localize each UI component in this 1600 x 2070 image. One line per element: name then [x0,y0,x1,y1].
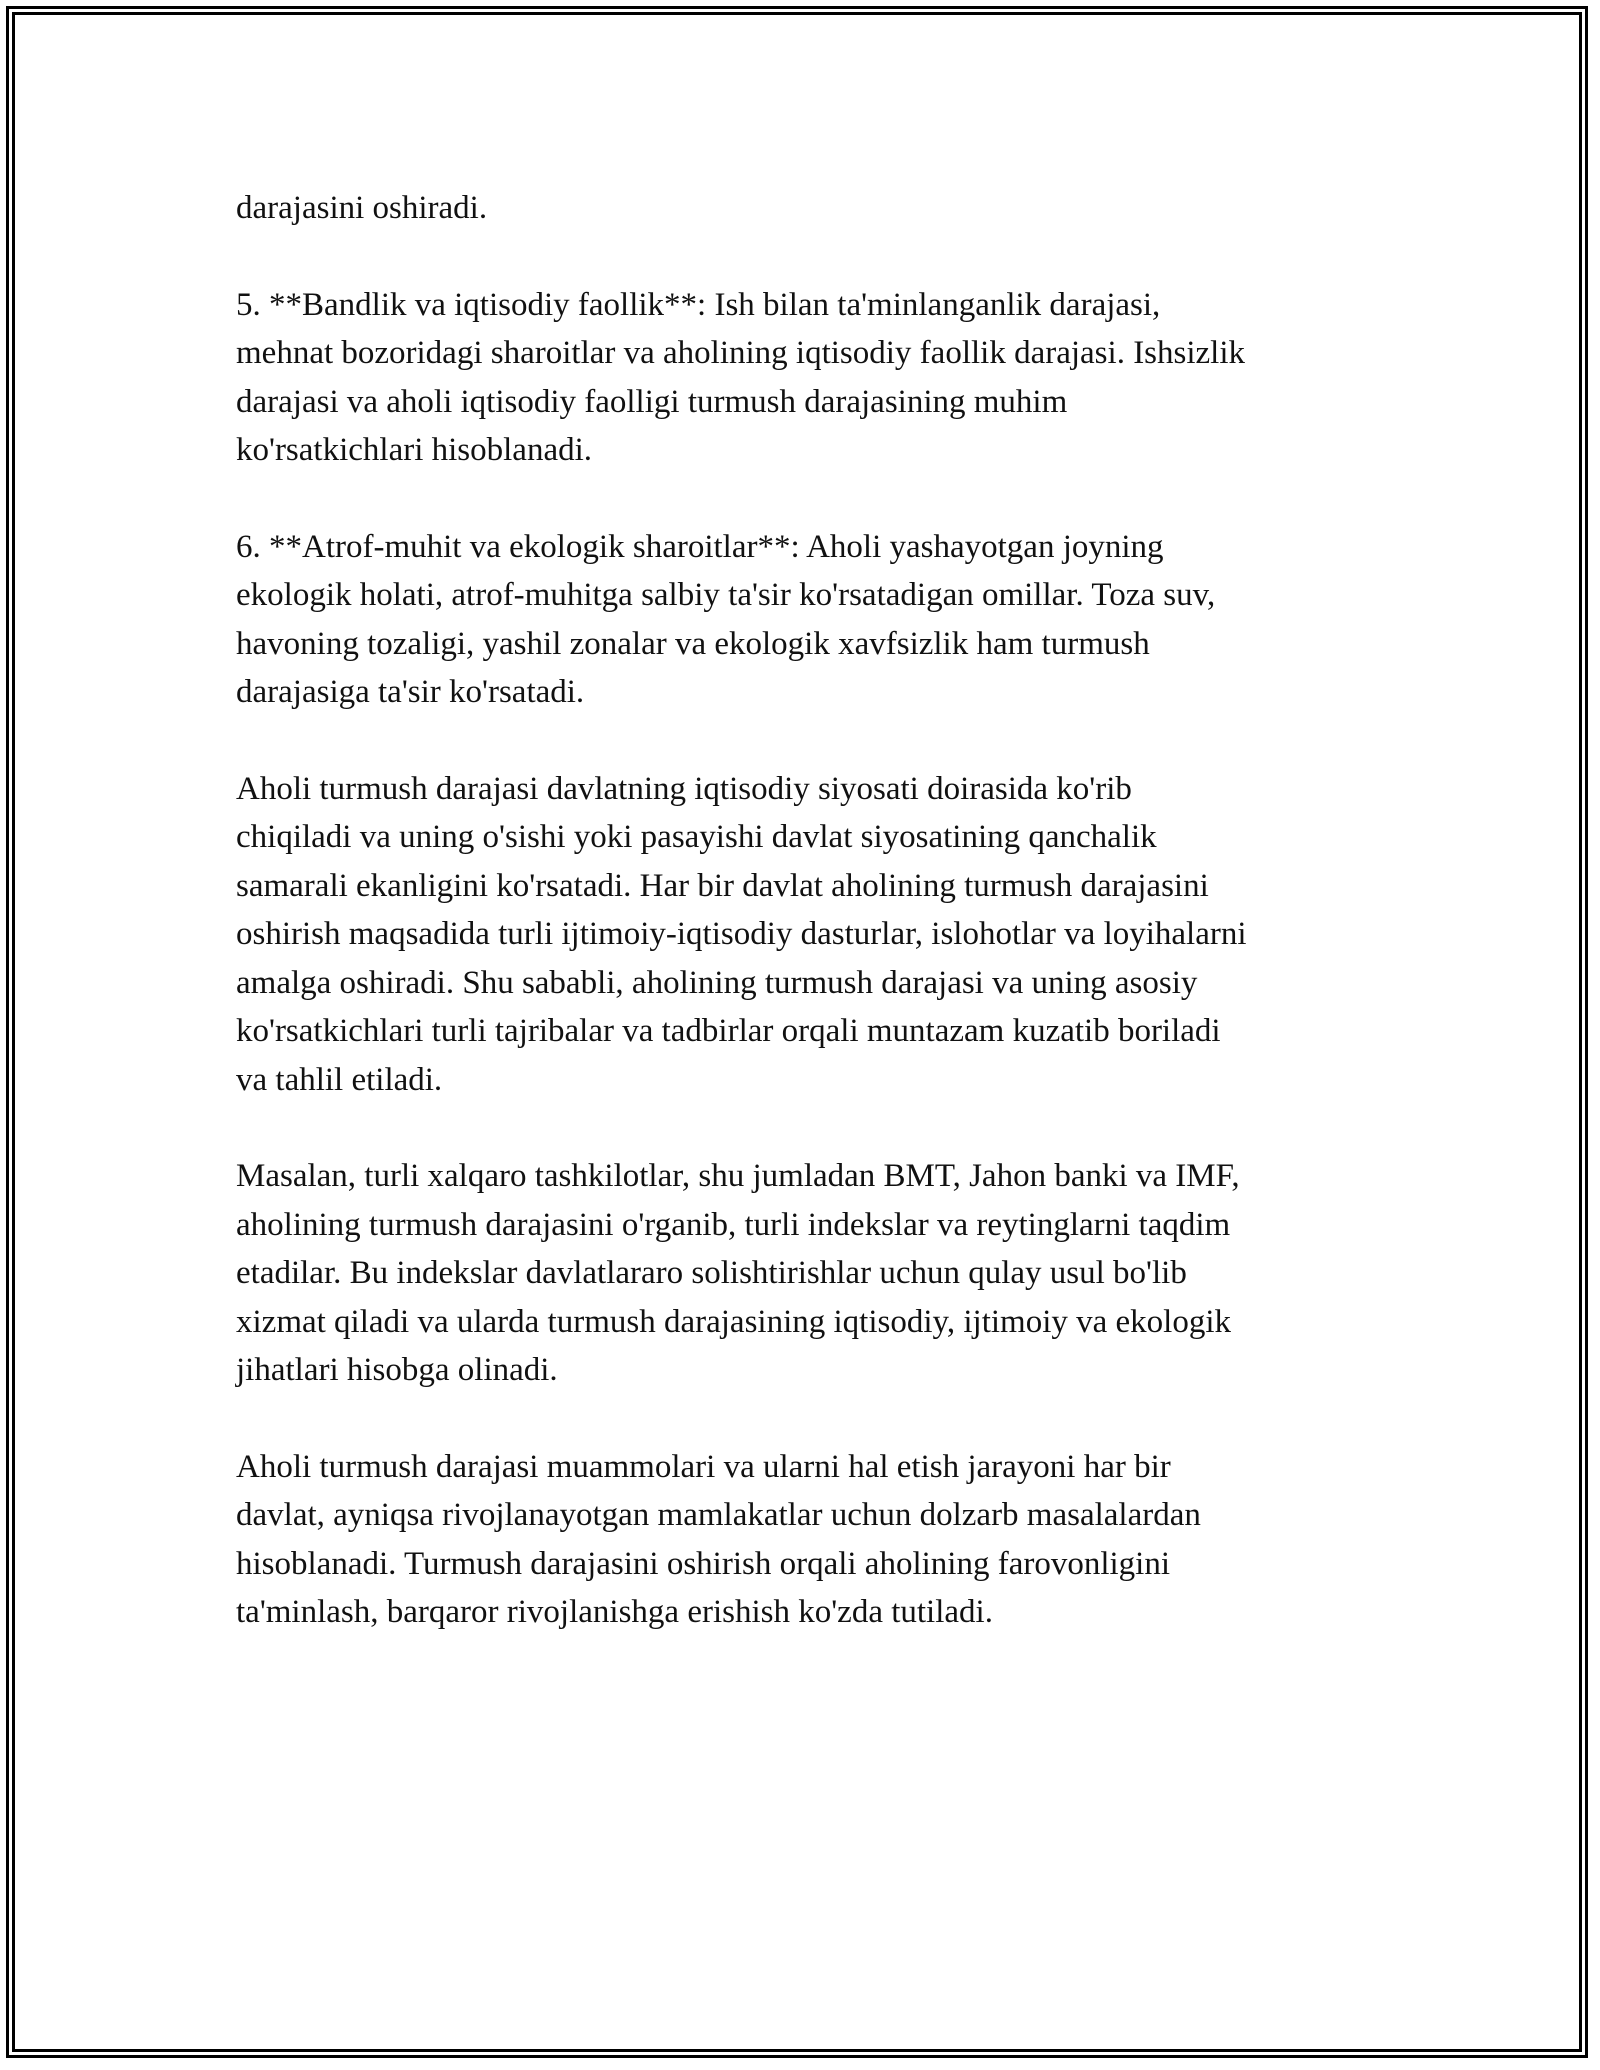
text-line: havoning tozaligi, yashil zonalar va ekologik xavfsizlik ham turmush [236,625,1150,662]
text-line: oshirish maqsadida turli ijtimoiy-iqtisodiy dasturlar, islohotlar va loyihalarni [236,916,1247,952]
document-body [236,184,1366,1685]
paragraph-continuation [236,184,1366,233]
paragraph-international [236,1152,1366,1395]
text-line: davlat, ayniqsa rivojlanayotgan mamlakatlar uchun dolzarb masalalardan [236,1497,1201,1533]
text-line: Aholi turmush darajasi davlatning iqtisodiy siyosati doirasida ko'rib [236,770,1132,807]
text-line: etadilar. Bu indekslar davlatlararo solishtirishlar uchun qulay usul bo'lib [236,1255,1187,1291]
text-line: 6. **Atrof-muhit va ekologik sharoitlar**: Aholi yashayotgan joyning [236,528,1164,565]
text-line: darajasi va aholi iqtisodiy faolligi turmush darajasining muhim [236,383,1068,420]
text-line: chiqiladi va uning o'sishi yoki pasayishi davlat siyosatining qanchalik [236,819,1157,855]
text-line: darajasini oshiradi. [236,190,488,226]
paragraph-environment [236,523,1366,717]
text-line: ko'rsatkichlari turli tajribalar va tadbirlar orqali muntazam kuzatib boriladi [236,1013,1221,1049]
text-line: samarali ekanligini ko'rsatadi. Har bir davlat aholining turmush darajasini [236,867,1209,904]
text-line: 5. **Bandlik va iqtisodiy faollik**: Ish bilan ta'minlanganlik darajasi, [236,286,1161,323]
text-line: Masalan, turli xalqaro tashkilotlar, shu jumladan BMT, Jahon banki va IMF, [236,1158,1240,1194]
text-line: xizmat qiladi va ularda turmush darajasining iqtisodiy, ijtimoiy va ekologik [236,1303,1232,1340]
paragraph-conclusion [236,1443,1366,1637]
text-line: darajasiga ta'sir ko'rsatadi. [236,674,585,710]
text-line: ekologik holati, atrof-muhitga salbiy ta'sir ko'rsatadigan omillar. Toza suv, [236,577,1216,613]
paragraph-employment [236,281,1366,475]
text-line: ta'minlash, barqaror rivojlanishga erishish ko'zda tutiladi. [236,1594,993,1630]
text-line: va tahlil etiladi. [236,1061,443,1098]
text-line: amalga oshiradi. Shu sababli, aholining turmush darajasi va uning asosiy [236,964,1198,1001]
paragraph-policy [236,765,1366,1105]
text-line: aholining turmush darajasini o'rganib, turli indekslar va reytinglarni taqdim [236,1206,1231,1243]
text-line: Aholi turmush darajasi muammolari va ularni hal etish jarayoni har bir [236,1448,1171,1485]
text-line: hisoblanadi. Turmush darajasini oshirish orqali aholining farovonligini [236,1545,1171,1582]
text-line: ko'rsatkichlari hisoblanadi. [236,432,593,468]
text-line: mehnat bozoridagi sharoitlar va aholining iqtisodiy faollik darajasi. Ishsizlik [236,335,1246,371]
text-line: jihatlari hisobga olinadi. [236,1352,558,1388]
